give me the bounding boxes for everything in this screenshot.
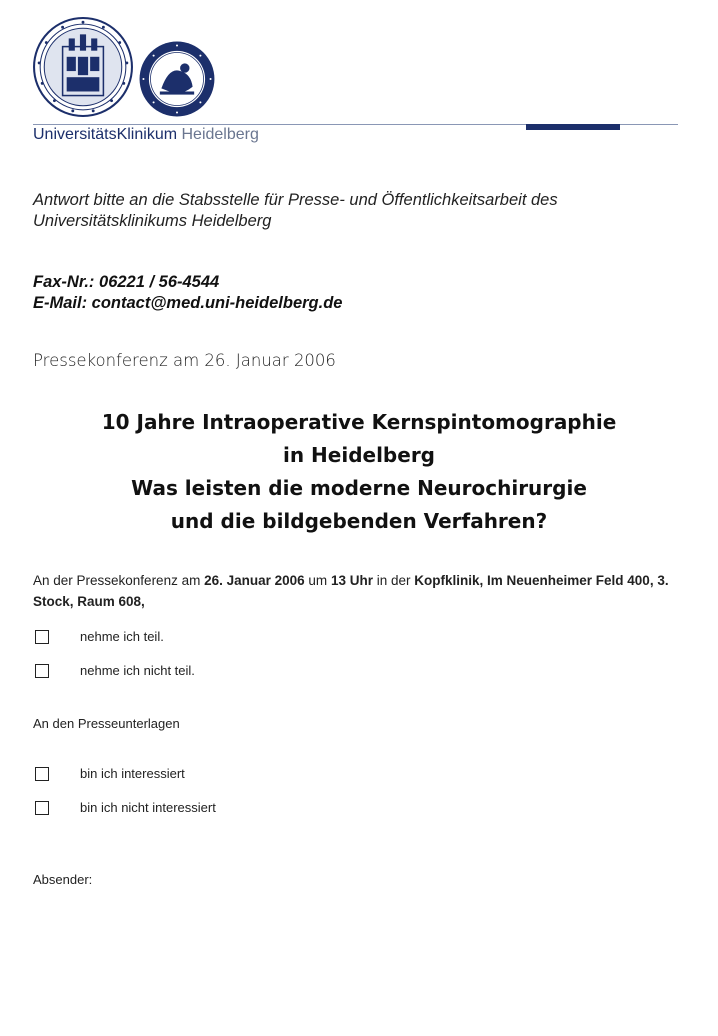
brand-main: UniversitätsKlinikum <box>33 126 178 143</box>
brand-city: Heidelberg <box>181 126 259 143</box>
header-accent-bar <box>526 124 620 130</box>
clinic-seal-logo <box>138 40 216 118</box>
brand-name <box>33 126 259 144</box>
sender-label: Absender: <box>33 872 93 887</box>
email-address: E-Mail: contact@med.uni-heidelberg.de <box>33 294 343 312</box>
intro-date: 26. Januar 2006 <box>204 573 305 588</box>
headline-line-1: 10 Jahre Intraoperative Kernspintomographie <box>101 410 617 434</box>
attend-yes-checkbox[interactable] <box>35 630 49 644</box>
docs-yes-label: bin ich interessiert <box>80 766 185 781</box>
docs-yes-checkbox[interactable] <box>35 767 49 781</box>
university-seal-logo <box>32 16 134 118</box>
docs-no-checkbox[interactable] <box>35 801 49 815</box>
intro-text-3: in der <box>372 573 415 588</box>
attend-no-checkbox[interactable] <box>35 664 49 678</box>
fax-number: Fax-Nr.: 06221 / 56-4544 <box>33 273 220 291</box>
intro-time: 13 Uhr <box>330 573 373 588</box>
intro-text-1: An der Pressekonferenz am <box>33 573 205 588</box>
press-docs-label: An den Presseunterlagen <box>33 716 180 731</box>
reply-line-1: Antwort bitte an die Stabsstelle für Presse- und Öffentlichkeitsarbeit des <box>33 191 558 209</box>
intro-text-2: um <box>304 573 331 588</box>
headline-line-4: und die bildgebenden Verfahren? <box>170 509 548 533</box>
contact-block <box>33 272 342 314</box>
intro-place: Kopfklinik, Im Neuenheimer Feld 400, 3. Stock, Raum 608, <box>33 573 669 609</box>
reply-instruction <box>33 190 653 232</box>
headline <box>0 406 718 538</box>
headline-line-3: Was leisten die moderne Neurochirurgie <box>131 476 587 500</box>
conference-date: Pressekonferenz am 26. Januar 2006 <box>33 351 336 370</box>
headline-line-2: in Heidelberg <box>282 443 435 467</box>
reply-line-2: Universitätsklinikums Heidelberg <box>33 212 272 230</box>
docs-no-label: bin ich nicht interessiert <box>80 800 216 815</box>
attend-no-label: nehme ich nicht teil. <box>80 663 195 678</box>
attend-yes-label: nehme ich teil. <box>80 629 164 644</box>
intro-paragraph <box>33 570 673 612</box>
